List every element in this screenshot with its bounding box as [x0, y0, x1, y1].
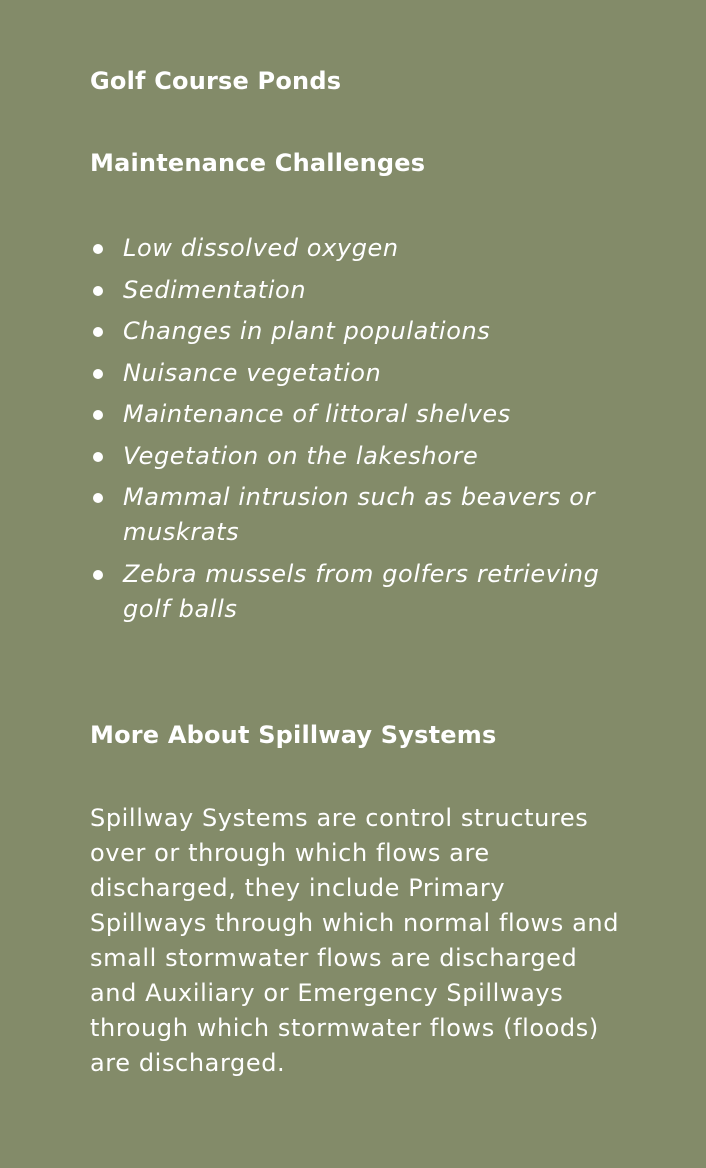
list-item-text: Maintenance of littoral shelves	[123, 400, 511, 428]
bullet-icon	[93, 410, 103, 420]
list-item	[90, 480, 630, 550]
bullet-icon	[93, 327, 103, 337]
spillway-heading: More About Spillway Systems	[90, 721, 497, 749]
page-title: Golf Course Ponds	[90, 67, 342, 95]
list-item	[90, 557, 630, 627]
spillway-paragraph: Spillway Systems are control structures over or through which flows are discharged, they include Primary Spillways through which normal flows and small stormwater flows are discharged and Auxiliary or Emergency Spillways through which stormwater flows (floods) are discharged.	[90, 804, 620, 1077]
challenges-heading: Maintenance Challenges	[90, 149, 426, 177]
challenges-list	[90, 231, 630, 633]
list-item	[90, 231, 630, 266]
list-item	[90, 439, 630, 474]
list-item-text: Zebra mussels from golfers retrieving golf balls	[123, 559, 600, 623]
list-item	[90, 397, 630, 432]
list-item	[90, 356, 630, 391]
bullet-icon	[93, 244, 103, 254]
list-item	[90, 273, 630, 308]
list-item-text: Changes in plant populations	[123, 317, 491, 345]
list-item-text: Low dissolved oxygen	[123, 234, 399, 262]
list-item-text: Vegetation on the lakeshore	[123, 441, 479, 470]
bullet-icon	[93, 452, 103, 462]
bullet-icon	[93, 286, 103, 296]
bullet-icon	[93, 369, 103, 379]
list-item	[90, 314, 630, 349]
list-item-text: Sedimentation	[123, 275, 307, 304]
bullet-icon	[93, 493, 103, 503]
list-item-text: Mammal intrusion such as beavers or muskrats	[123, 483, 596, 546]
bullet-icon	[93, 570, 103, 580]
list-item-text: Nuisance vegetation	[123, 358, 382, 387]
